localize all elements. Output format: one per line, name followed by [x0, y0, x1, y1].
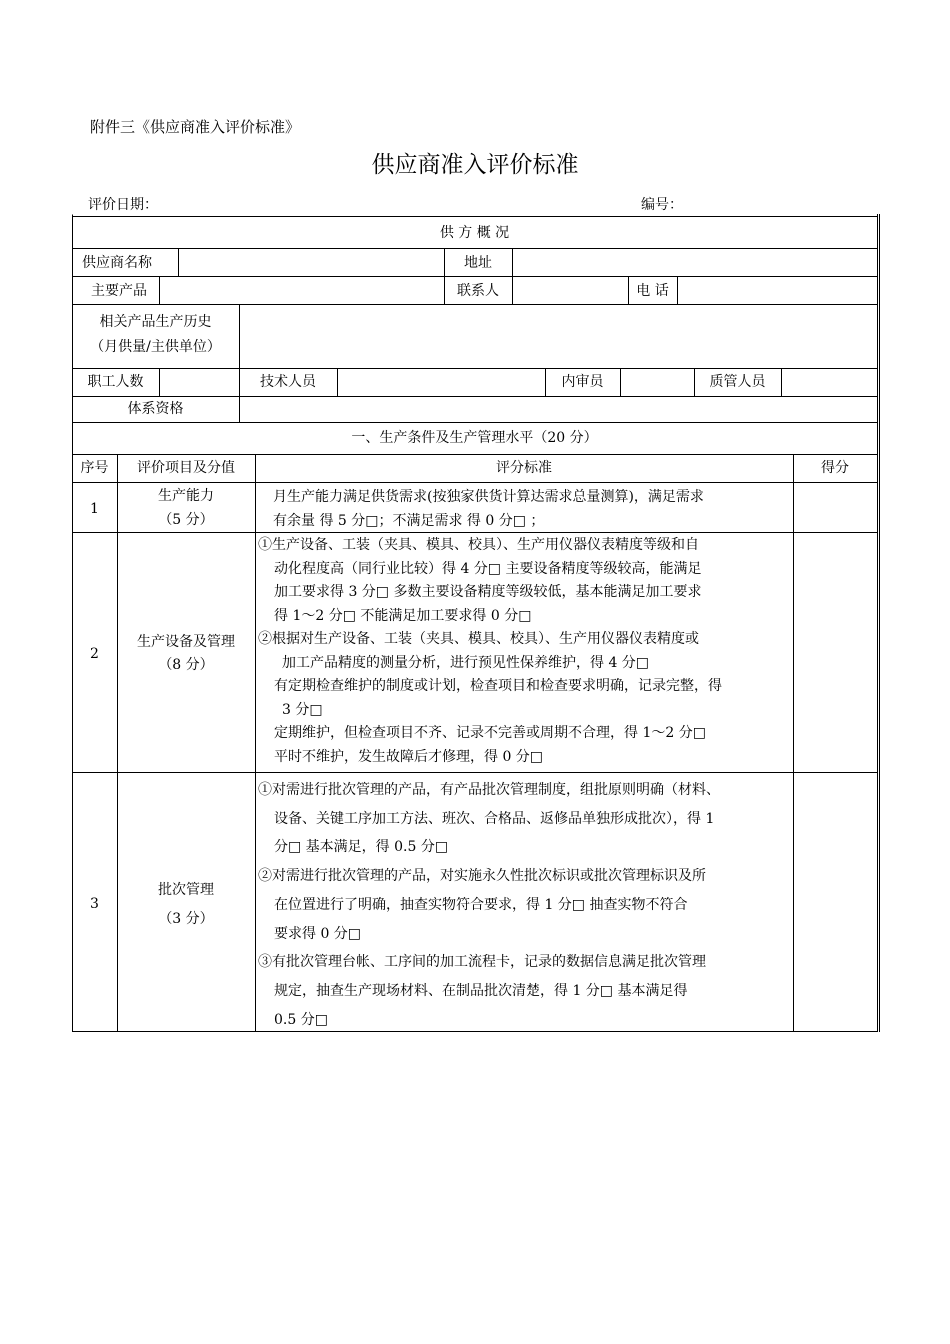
- document-number-label: 编号：: [641, 197, 683, 213]
- technical-staff-label: 技术人员: [260, 374, 316, 390]
- criteria-line: 动化程度高（同行业比较）得 4 分□ 主要设备精度等级较高，能满足: [274, 560, 702, 577]
- criteria-line: ①生产设备、工装（夹具、模具、校具）、生产用仪器仪表精度等级和自: [258, 537, 699, 553]
- quality-staff-label: 质管人员: [709, 374, 766, 390]
- col-header-item: 评价项目及分值: [137, 460, 235, 476]
- supplier-name-label: 供应商名称: [82, 255, 152, 271]
- criteria-line: ①对需进行批次管理的产品，有产品批次管理制度，组批原则明确（材料、: [258, 782, 720, 798]
- criteria-line: ②对需进行批次管理的产品，对实施永久性批次标识或批次管理标识及所: [258, 868, 706, 885]
- criteria-line: 平时不维护，发生故障后才修理，得 0 分□: [274, 748, 544, 765]
- criteria-line: 规定，抽查生产现场材料、在制品批次清楚，得 1 分□ 基本满足得: [274, 982, 688, 999]
- col-header-score: 得分: [821, 460, 849, 476]
- overview-section-title: 供 方 概 况: [439, 225, 510, 241]
- criteria-line: 加工产品精度的测量分析，进行预见性保养维护，得 4 分□: [282, 654, 650, 671]
- row3-criteria: [258, 776, 720, 1034]
- section1-title: 一、生产条件及生产管理水平（20 分）: [351, 430, 598, 446]
- row2-points: （8 分）: [158, 657, 214, 673]
- row1-number: 1: [90, 501, 99, 517]
- criteria-line: 有定期检查维护的制度或计划，检查项目和检查要求明确，记录完整，得: [274, 678, 722, 694]
- criteria-line: 3 分□: [282, 701, 323, 718]
- production-history-label-line1: 相关产品生产历史: [99, 314, 212, 330]
- criteria-line: 设备、关键工序加工方法、班次、合格品、返修品单独形成批次），得 1: [274, 810, 715, 827]
- contact-label: 联系人: [457, 283, 499, 299]
- row3-item: 批次管理: [158, 882, 214, 898]
- evaluation-form-table: [72, 214, 880, 1032]
- criteria-line: 月生产能力满足供货需求(按独家供货计算达需求总量测算)，满足需求: [273, 489, 704, 505]
- row3-number: 3: [90, 896, 99, 912]
- main-products-label: 主要产品: [91, 283, 147, 299]
- system-qualification-label: 体系资格: [127, 401, 184, 417]
- internal-auditor-label: 内审员: [561, 374, 604, 390]
- criteria-line: 0.5 分□: [274, 1011, 328, 1028]
- row2-criteria: [258, 534, 722, 769]
- criteria-line: 分□ 基本满足，得 0.5 分□: [274, 839, 449, 856]
- staff-count-label: 职工人数: [87, 374, 144, 390]
- criteria-line: 得 1～2 分□ 不能满足加工要求得 0 分□: [274, 607, 532, 624]
- criteria-line: 定期维护，但检查项目不齐、记录不完善或周期不合理，得 1～2 分□: [274, 725, 706, 741]
- criteria-line: 加工要求得 3 分□ 多数主要设备精度等级较低，基本能满足加工要求: [274, 584, 702, 600]
- row2-number: 2: [90, 646, 99, 662]
- col-header-no: 序号: [80, 460, 109, 476]
- address-label: 地址: [464, 255, 492, 271]
- col-header-criteria: 评分标准: [496, 460, 552, 476]
- attachment-label: 附件三《供应商准入评价标准》: [90, 118, 301, 136]
- row1-criteria: [273, 485, 704, 533]
- row3-points: （3 分）: [158, 911, 214, 927]
- criteria-line: ②根据对生产设备、工装（夹具、模具、校具）、生产用仪器仪表精度或: [258, 631, 699, 647]
- criteria-line: ③有批次管理台帐、工序间的加工流程卡，记录的数据信息满足批次管理: [258, 954, 706, 971]
- row1-item: 生产能力: [158, 488, 214, 504]
- criteria-line: 要求得 0 分□: [274, 925, 362, 942]
- criteria-line: 在位置进行了明确，抽查实物符合要求，得 1 分□ 抽查实物不符合: [274, 896, 688, 913]
- criteria-line: 有余量 得 5 分□；不满足需求 得 0 分□ ；: [273, 513, 545, 529]
- production-history-label-line2: （月供量/主供单位）: [90, 339, 221, 355]
- row2-item: 生产设备及管理: [137, 634, 235, 650]
- phone-label: 电 话: [636, 283, 669, 299]
- evaluation-date-label: 评价日期：: [88, 197, 158, 213]
- row1-points: （5 分）: [158, 512, 214, 528]
- document-title: 供应商准入评价标准: [371, 152, 579, 178]
